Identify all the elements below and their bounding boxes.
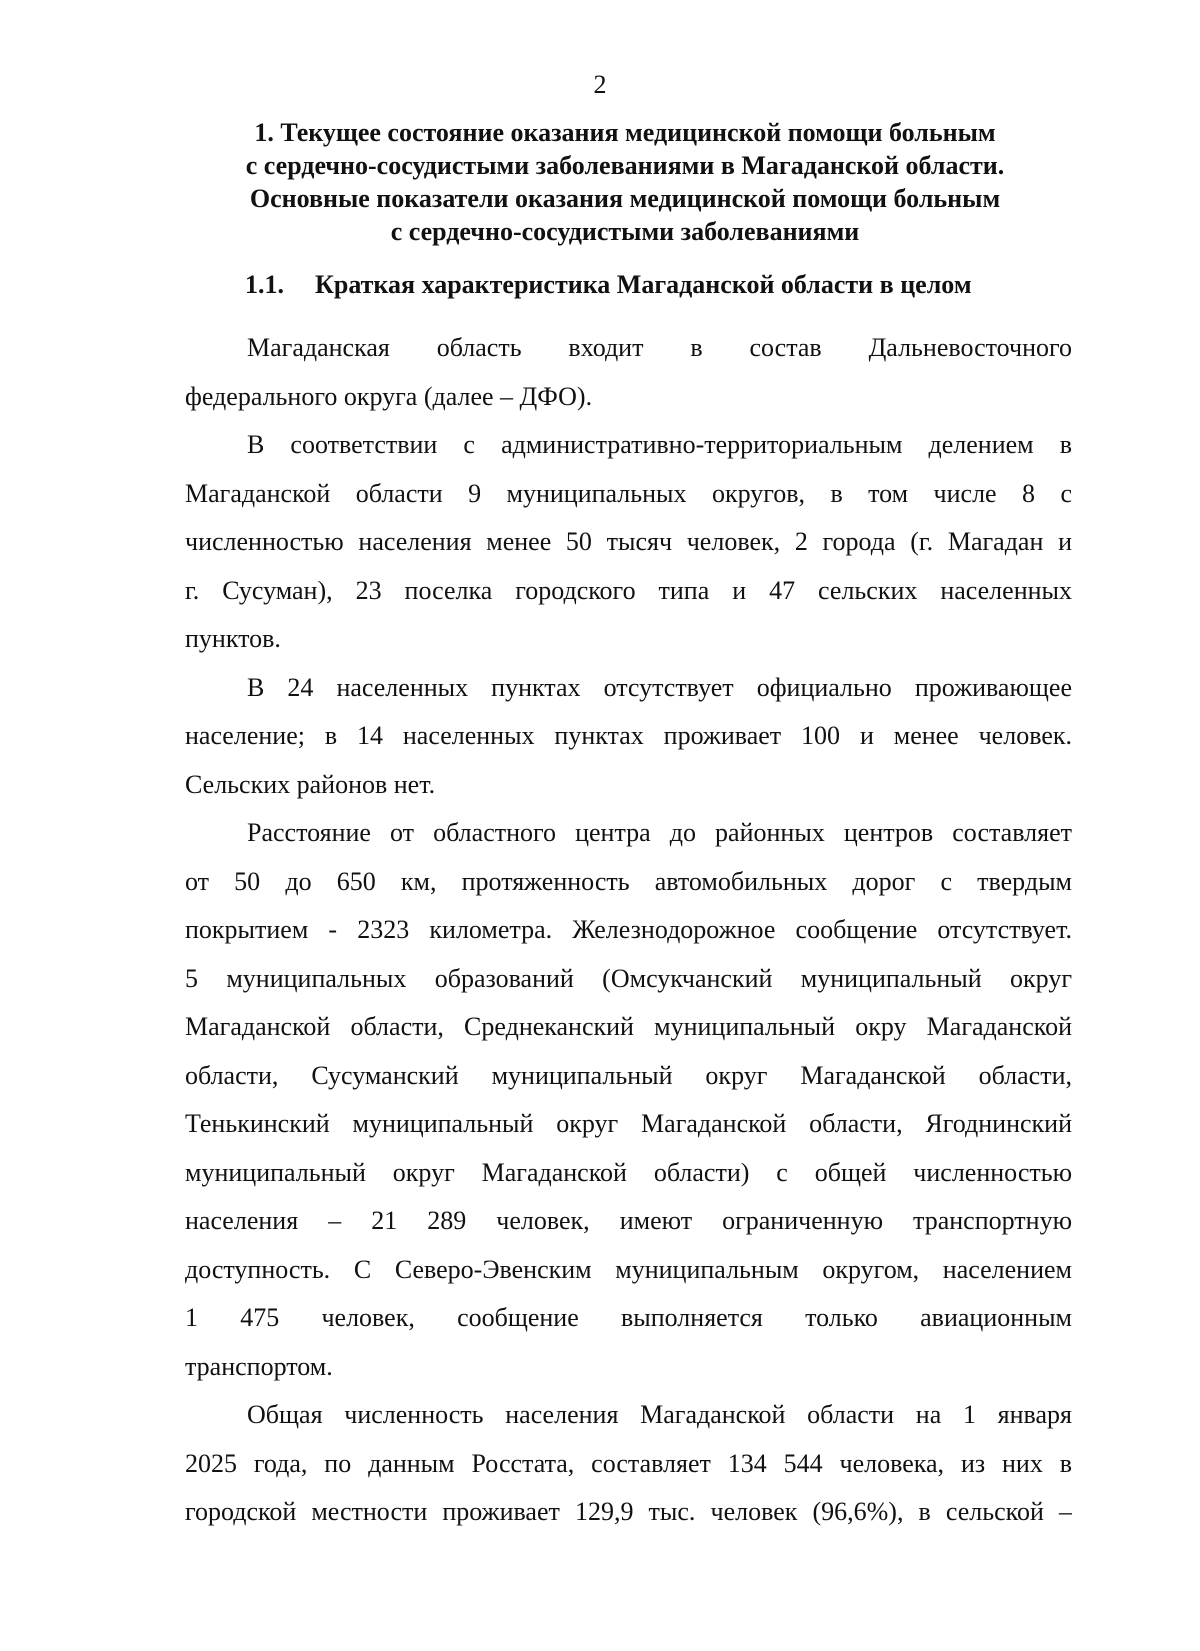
text-line: 2025 года, по данным Росстата, составляет 134 544 человека, из них в xyxy=(185,1448,1072,1478)
subsection-title: Краткая характеристика Магаданской области в целом xyxy=(315,270,972,299)
heading-line: Основные показатели оказания медицинской помощи больным xyxy=(249,184,1001,213)
text-line: городской местности проживает 129,9 тыс. человек (96,6%), в сельской – xyxy=(185,1497,1072,1526)
text-line: 1 475 человек, сообщение выполняется только авиационным xyxy=(185,1303,1072,1332)
page-number: 2 xyxy=(593,70,607,99)
text-line: В соответствии с административно-территориальным делением в xyxy=(247,430,1072,459)
text-line: Магаданской области 9 муниципальных округов, в том числе 8 с xyxy=(185,478,1072,508)
heading-line: 1. Текущее состояние оказания медицинской помощи больным xyxy=(254,118,996,147)
paragraph xyxy=(185,1391,1072,1537)
section-heading xyxy=(180,116,1070,248)
text-line: Тенькинский муниципальный округ Магаданской области, Ягоднинский xyxy=(185,1109,1072,1138)
subsection-heading xyxy=(245,268,1075,302)
text-line: Магаданской области, Среднеканский муниципальный окру Магаданской xyxy=(185,1012,1072,1041)
text-line: транспортом. xyxy=(185,1351,333,1381)
text-line: федерального округа (далее – ДФО). xyxy=(185,381,593,411)
text-line: г. Сусуман), 23 поселка городского типа и 47 сельских населенных xyxy=(185,575,1072,605)
text-line: Магаданская область входит в состав Дальневосточного xyxy=(247,333,1072,362)
subsection-number: 1.1. xyxy=(245,270,284,299)
text-line: области, Сусуманский муниципальный округ Магаданской области, xyxy=(185,1060,1072,1090)
paragraph xyxy=(185,809,1072,1391)
text-line: доступность. С Северо-Эвенским муниципальным округом, населением xyxy=(185,1254,1072,1284)
heading-line: с сердечно-сосудистыми заболеваниями в Магаданской области. xyxy=(245,151,1005,180)
paragraph xyxy=(185,421,1072,664)
heading-line: с сердечно-сосудистыми заболеваниями xyxy=(390,217,860,246)
text-line: пунктов. xyxy=(185,624,281,653)
text-line: Общая численность населения Магаданской области на 1 января xyxy=(247,1400,1072,1429)
text-line: Сельских районов нет. xyxy=(185,769,436,799)
text-line: населения – 21 289 человек, имеют ограниченную транспортную xyxy=(185,1206,1072,1235)
text-line: 5 муниципальных образований (Омсукчанский муниципальный округ xyxy=(185,963,1072,993)
text-line: муниципальный округ Магаданской области) с общей численностью xyxy=(185,1157,1072,1187)
body-text xyxy=(185,324,1072,1537)
text-line: Расстояние от областного центра до районных центров составляет xyxy=(247,818,1072,847)
text-line: В 24 населенных пунктах отсутствует официально проживающее xyxy=(247,672,1072,702)
paragraph xyxy=(185,664,1072,810)
text-line: покрытием - 2323 километра. Железнодорожное сообщение отсутствует. xyxy=(185,915,1072,944)
text-line: население; в 14 населенных пунктах проживает 100 и менее человек. xyxy=(185,721,1072,750)
text-line: от 50 до 650 км, протяженность автомобильных дорог с твердым xyxy=(185,866,1072,896)
paragraph xyxy=(185,324,1072,421)
text-line: численностью населения менее 50 тысяч человек, 2 города (г. Магадан и xyxy=(185,527,1072,556)
